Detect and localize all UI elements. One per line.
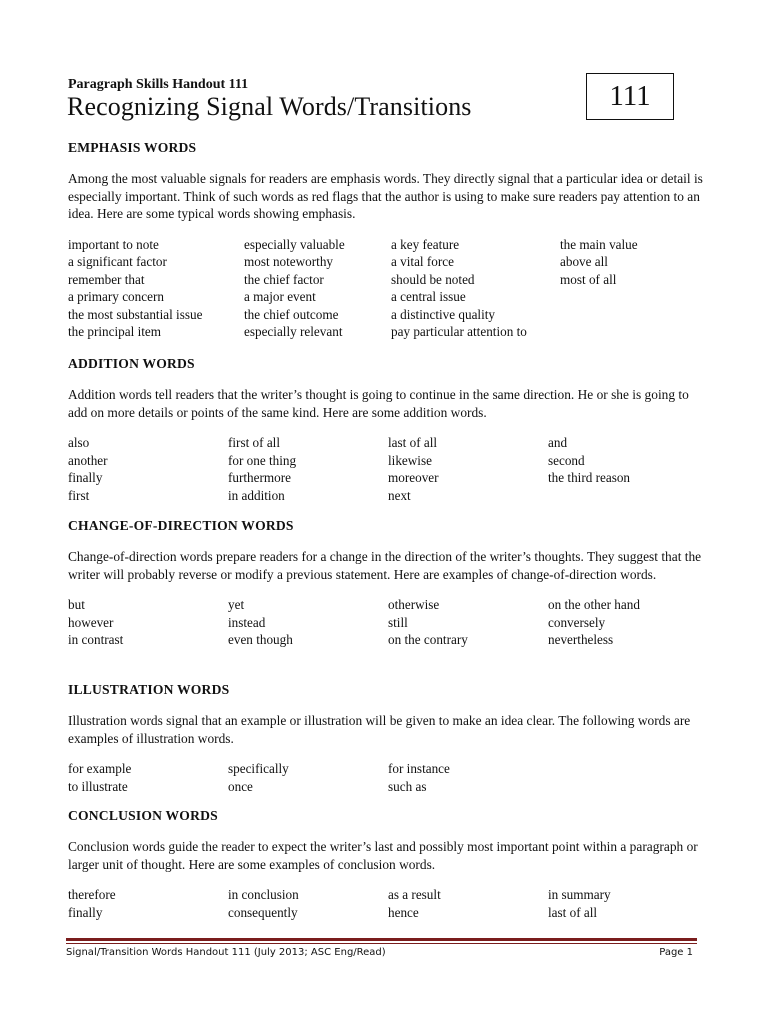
section-emphasis	[68, 139, 708, 341]
section-heading: EMPHASIS WORDS	[68, 140, 197, 155]
word-list-item: finally	[68, 904, 103, 920]
word-list-item	[560, 288, 708, 306]
word-list-item: in summary	[548, 887, 611, 902]
word-list-item: in contrast	[68, 632, 124, 647]
word-list-item: a primary concern	[68, 289, 164, 304]
word-list-item: another	[68, 452, 108, 468]
word-list-item: especially relevant	[244, 324, 343, 339]
word-list	[68, 434, 708, 504]
page-number: Page 1	[659, 947, 693, 958]
word-list-item: but	[68, 597, 85, 612]
section-change-of-direction	[68, 517, 708, 649]
word-list-item: first of all	[228, 435, 281, 450]
word-list-item: finally	[68, 470, 103, 485]
word-list-item: above all	[560, 254, 608, 269]
word-list-item: for one thing	[228, 452, 297, 468]
word-list-item: pay particular attention to	[391, 324, 527, 339]
word-list-item: last of all	[548, 904, 598, 920]
word-list-item: even though	[228, 632, 293, 647]
word-list-item: to illustrate	[68, 778, 128, 794]
footer-rule	[66, 938, 697, 941]
word-list-item: the chief outcome	[244, 306, 339, 322]
word-list-item: as a result	[388, 887, 441, 902]
section-description: Addition words tell readers that the writer’s thought is going to continue in the same direction. He or she is going to add on more details or points of the same kind. Here are some addition words.	[68, 387, 689, 420]
handout-number-box: 111	[586, 73, 674, 120]
word-list	[68, 236, 708, 341]
word-list-item: a significant factor	[68, 254, 167, 269]
word-list-item: likewise	[388, 452, 432, 468]
word-list-item: especially valuable	[244, 236, 345, 252]
word-list-item	[560, 323, 708, 341]
section-addition	[68, 355, 708, 504]
word-list-item: instead	[228, 614, 266, 630]
word-list-item: most of all	[560, 271, 617, 287]
word-list-item	[548, 487, 708, 505]
word-list-item: yet	[228, 597, 245, 612]
section-description: Conclusion words guide the reader to expect the writer’s last and possibly most important point within a paragraph or larger unit of thought. Here are some examples of conclusion words.	[68, 839, 698, 872]
word-list-item: on the contrary	[388, 632, 468, 647]
section-description: Illustration words signal that an example or illustration will be given to make an idea clear. The following words are examples of illustration words.	[68, 713, 691, 746]
word-list-item	[560, 306, 708, 324]
word-list-item: on the other hand	[548, 597, 640, 612]
word-list-item	[548, 778, 708, 796]
word-list-item: a key feature	[391, 236, 460, 252]
word-list-item: the third reason	[548, 470, 631, 485]
section-description: Change-of-direction words prepare readers for a change in the direction of the writer’s thoughts. They suggest that the writer will probably reverse or modify a previous statement. Here are examples of change-of-direction words.	[68, 549, 702, 582]
word-list-item: a vital force	[391, 254, 454, 269]
word-list-item: a major event	[244, 289, 316, 304]
word-list	[68, 760, 708, 795]
section-heading: ADDITION WORDS	[68, 356, 195, 371]
word-list-item: also	[68, 435, 90, 450]
word-list-item: once	[228, 778, 253, 794]
word-list-item: however	[68, 614, 114, 630]
word-list-item: the most substantial issue	[68, 306, 203, 322]
word-list-item: such as	[388, 778, 427, 794]
word-list-item: moreover	[388, 470, 439, 485]
word-list	[68, 596, 708, 649]
page-title: Recognizing Signal Words/Transitions	[67, 92, 472, 121]
word-list-item: otherwise	[388, 597, 440, 612]
word-list-item: and	[548, 435, 568, 450]
section-heading: CONCLUSION WORDS	[68, 808, 218, 823]
word-list-item	[548, 760, 708, 778]
word-list-item: for instance	[388, 761, 450, 776]
word-list-item: nevertheless	[548, 632, 614, 647]
word-list-item: should be noted	[391, 271, 475, 287]
word-list-item: in addition	[228, 487, 285, 503]
word-list-item: first	[68, 487, 90, 503]
word-list-item: last of all	[388, 435, 438, 450]
word-list-item: second	[548, 452, 585, 468]
section-heading: CHANGE-OF-DIRECTION WORDS	[68, 518, 294, 533]
word-list-item: a central issue	[391, 289, 466, 304]
handout-subtitle: Paragraph Skills Handout 111	[68, 77, 249, 92]
word-list-item: remember that	[68, 271, 145, 287]
word-list-item: the principal item	[68, 324, 162, 339]
word-list-item: for example	[68, 761, 132, 776]
word-list-item: specifically	[228, 761, 289, 776]
word-list-item: the main value	[560, 236, 638, 252]
word-list-item: the chief factor	[244, 271, 324, 287]
word-list-item: next	[388, 487, 411, 503]
word-list-item: therefore	[68, 887, 116, 902]
section-conclusion	[68, 807, 708, 921]
section-illustration	[68, 681, 708, 795]
word-list-item: still	[388, 614, 408, 630]
word-list-item: furthermore	[228, 470, 291, 485]
word-list-item: most noteworthy	[244, 254, 334, 269]
section-heading: ILLUSTRATION WORDS	[68, 682, 230, 697]
word-list-item: in conclusion	[228, 887, 299, 902]
word-list-item: a distinctive quality	[391, 306, 496, 322]
footer-rule-thin	[66, 943, 697, 944]
word-list-item: consequently	[228, 904, 298, 920]
footer-text: Signal/Transition Words Handout 111 (July 2013; ASC Eng/Read)	[66, 947, 386, 958]
word-list-item: hence	[388, 904, 419, 920]
word-list-item: conversely	[548, 614, 606, 630]
section-description: Among the most valuable signals for readers are emphasis words. They directly signal that a particular idea or detail is especially important. Think of such words as red flags that the author is using to make sure readers pay attention to an idea. Here are some typical words showing emphasis.	[68, 171, 703, 221]
word-list-item: important to note	[68, 236, 159, 252]
word-list	[68, 886, 708, 921]
